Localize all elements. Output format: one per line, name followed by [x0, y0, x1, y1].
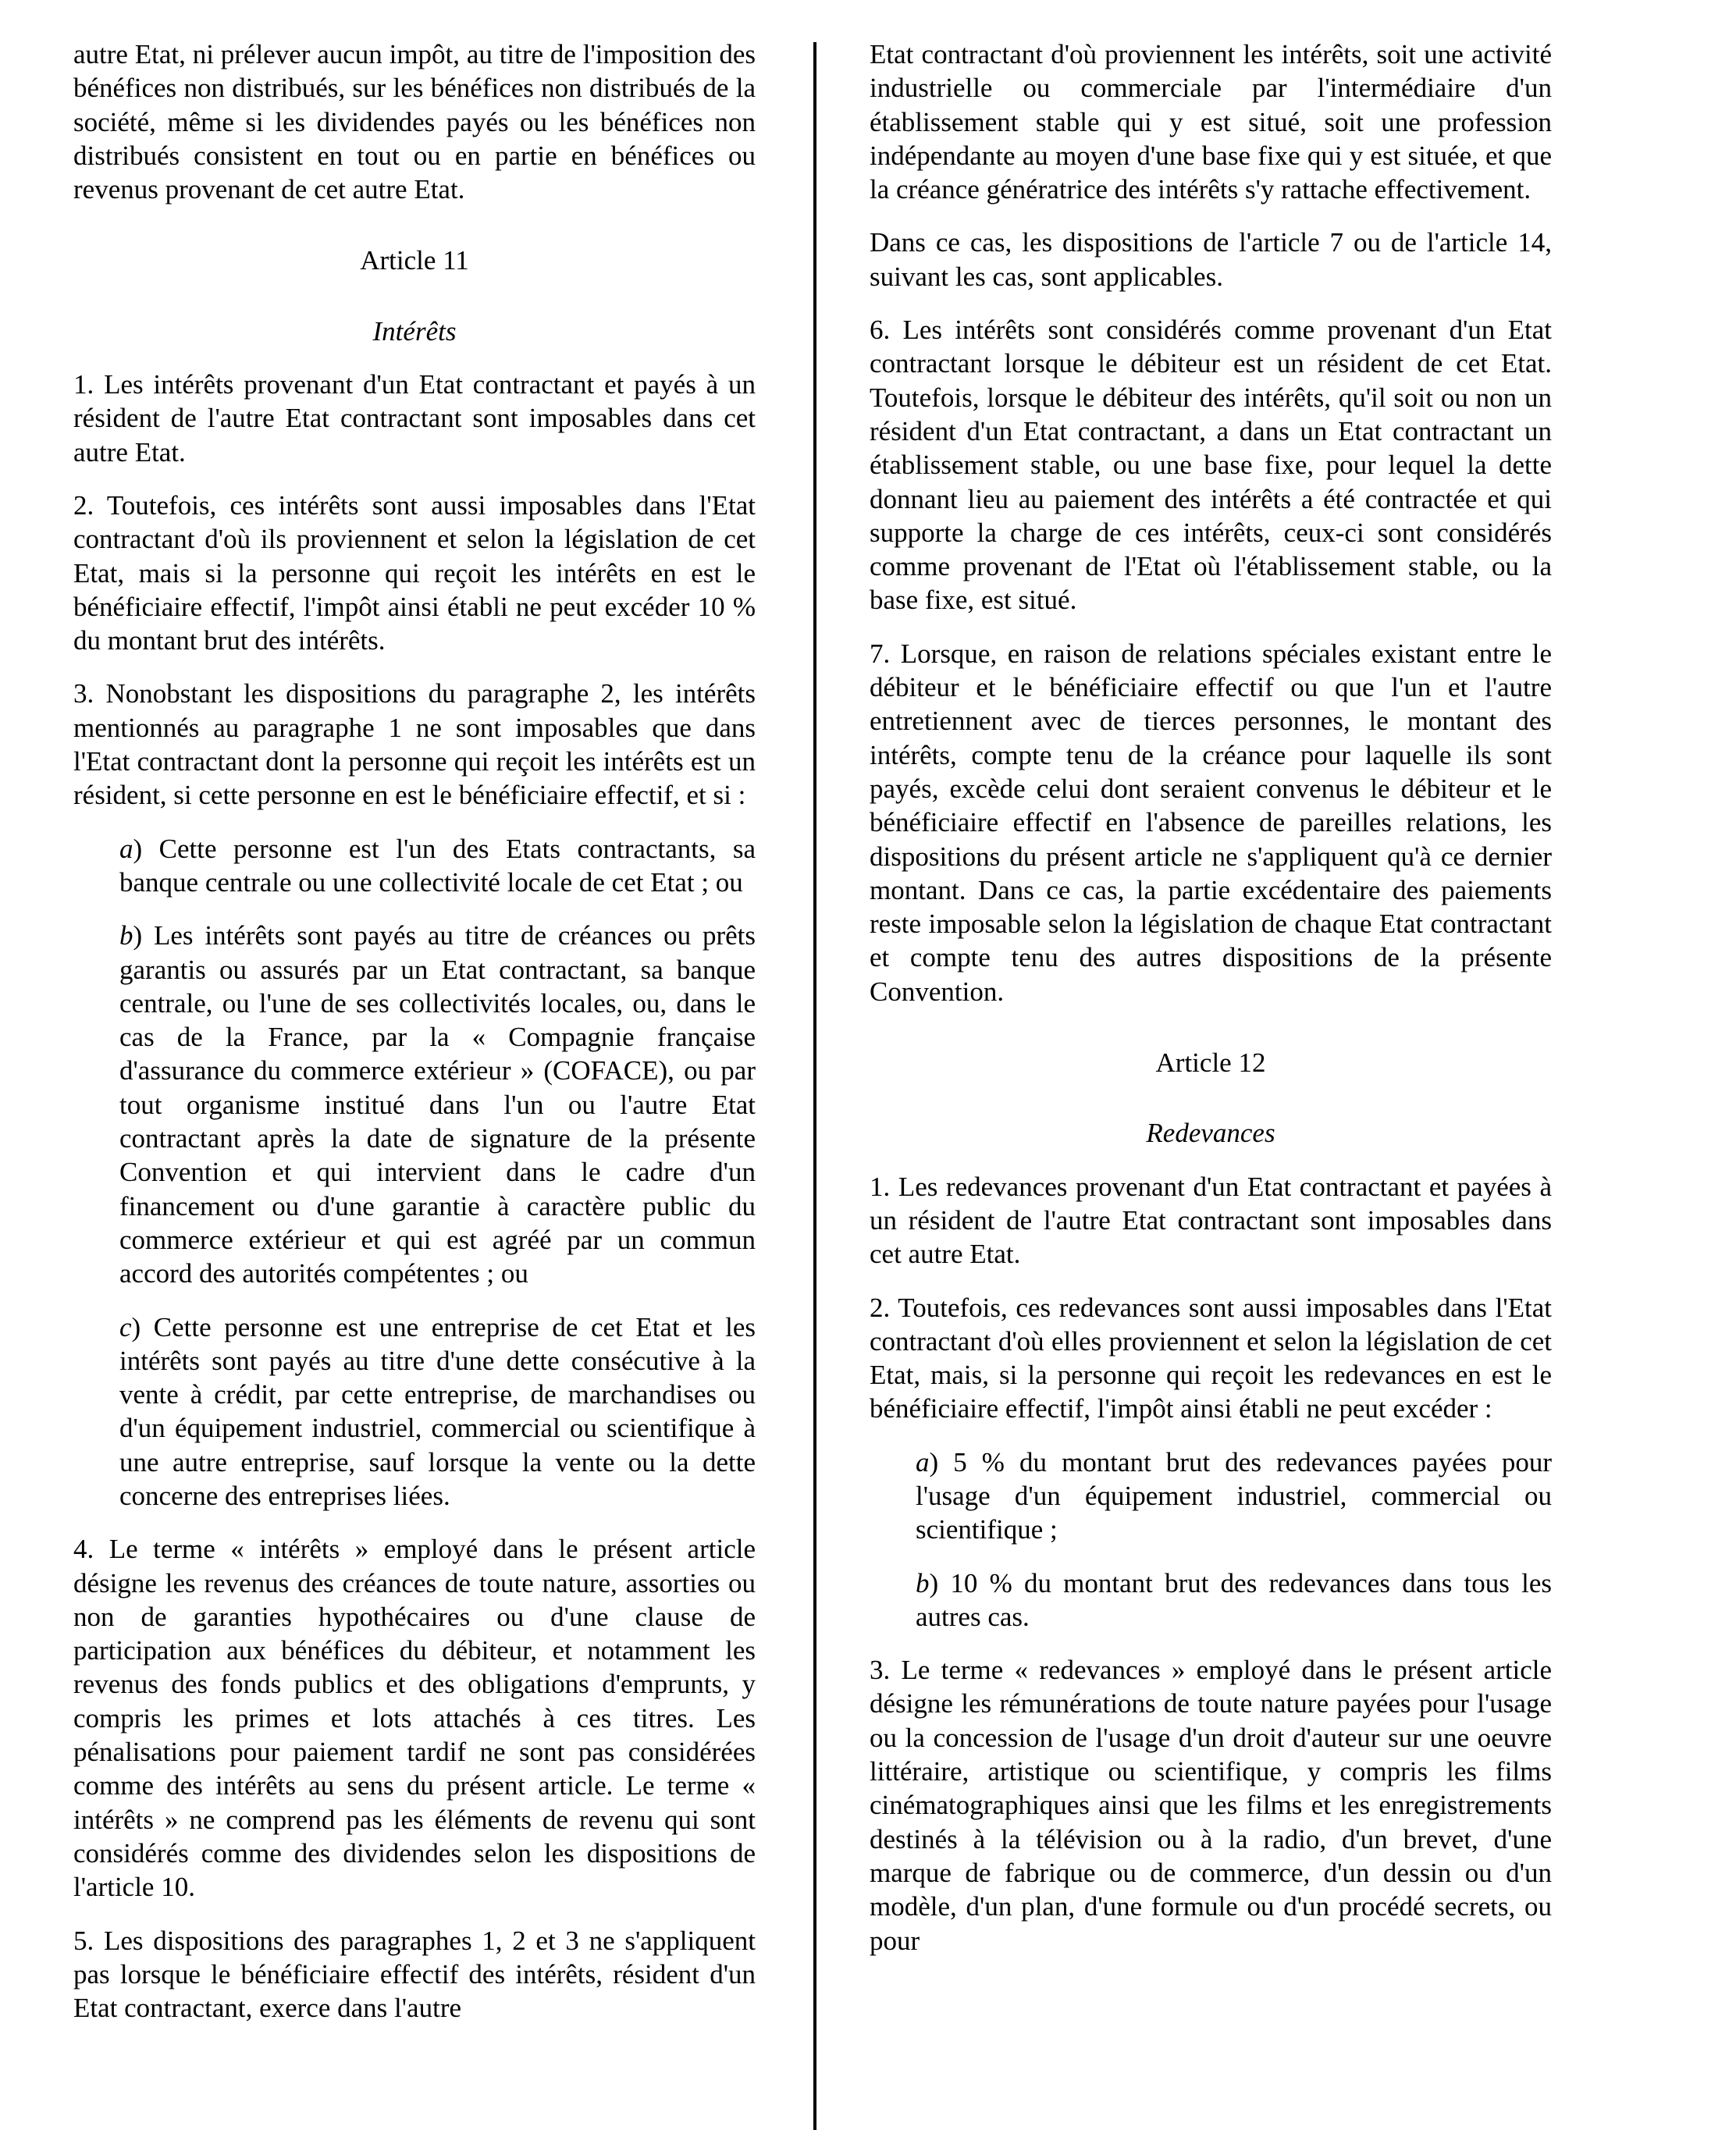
- article-11-paragraph-4: 4. Le terme « intérêts » employé dans le présent article désigne les revenus des créances de toute nature, assorties ou non de garanties hypothécaires ou d'une clause de participation aux bénéfices du débiteur, et notamment les revenus des fonds publics et des obligations d'emprunts, y compris les primes et lots attachés à ces titres. Les pénalisations pour paiement tardif ne sont pas considérées comme des intérêts au sens du présent article. Le terme « intérêts » ne comprend pas les éléments de revenu qui sont considérés comme des dividendes selon les dispositions de l'article 10.: [73, 1534, 756, 1903]
- item-letter-b: b: [916, 1567, 930, 1598]
- article-11-paragraph-7: 7. Lorsque, en raison de relations spéciales existant entre le débiteur et le bénéficiaire effectif ou que l'un et l'autre entretiennent avec de tierces personnes, le montant des intérêts, compte tenu de la créance pour laquelle ils sont payés, excède celui dont seraient convenus le débiteur et le bénéficiaire effectif en l'absence de pareilles relations, les dispositions du présent article ne s'appliquent qu'à ce dernier montant. Dans ce cas, la partie excédentaire des paiements reste imposable selon la législation de chaque Etat contractant et compte tenu des autres dispositions de la présente Convention.: [870, 638, 1552, 1007]
- article-11-paragraph-1: 1. Les intérêts provenant d'un Etat contractant et payés à un résident de l'autre Etat contractant sont imposables dans cet autre Etat.: [73, 369, 756, 468]
- article-11-paragraph-3c: [119, 1310, 756, 1513]
- item-letter-a: a: [119, 833, 133, 864]
- article-11-paragraph-5: 5. Les dispositions des paragraphes 1, 2 et 3 ne s'appliquent pas lorsque le bénéficiaire effectif des intérêts, résident d'un Etat contractant, exerce dans l'autre: [73, 1925, 756, 2024]
- article-12-title: Article 12: [1155, 1047, 1266, 1079]
- item-text-c: ) Cette personne est une entreprise de cet Etat et les intérêts sont payés au titre d'une dette consécutive à la vente à crédit, par cette entreprise, de marchandises ou d'un équipement industriel, commercial ou scientifique à une autre entreprise, sauf lorsque la vente ou la dette concerne des entreprises liées.: [119, 1311, 756, 1511]
- article-11-paragraph-3b: [119, 919, 756, 1290]
- article-11-paragraph-5-continued: Etat contractant d'où proviennent les intérêts, soit une activité industrielle ou commerciale par l'intermédiaire d'un établissement stable qui y est situé, soit une profession indépendante au moyen d'une base fixe qui y est située, et que la créance génératrice des intérêts s'y rattache effectivement.: [870, 39, 1552, 205]
- article-11-title: Article 11: [360, 245, 469, 276]
- article-12-paragraph-1: 1. Les redevances provenant d'un Etat contractant et payées à un résident de l'autre Etat contractant sont imposables dans cet autre Etat.: [870, 1171, 1552, 1270]
- article-12-paragraph-3: 3. Le terme « redevances » employé dans le présent article désigne les rémunérations de toute nature payées pour l'usage ou la concession de l'usage d'un droit d'auteur sur une oeuvre littéraire, artistique ou scientifique, y compris les films cinématographiques ainsi que les films et les enregistrements destinés à la télévision ou à la radio, d'un brevet, d'une marque de fabrique ou de commerce, d'un dessin ou d'un modèle, d'un plan, d'une formule ou d'un procédé secrets, ou pour: [870, 1655, 1552, 1956]
- item-text-a: ) Cette personne est l'un des Etats contractants, sa banque centrale ou une collectivité locale de cet Etat ; ou: [119, 833, 756, 898]
- item-letter-a: a: [916, 1446, 930, 1477]
- article-12-subtitle: Redevances: [1146, 1118, 1275, 1149]
- paragraph-intro-continued: autre Etat, ni prélever aucun impôt, au titre de l'imposition des bénéfices non distribués, sur les bénéfices non distribués de la société, même si les dividendes payés ou les bénéfices non distribués consistent en tout ou en partie en bénéfices ou revenus provenant de cet autre Etat.: [73, 39, 756, 205]
- right-column: [870, 37, 1552, 1977]
- item-letter-b: b: [119, 920, 133, 951]
- left-column: [73, 37, 756, 2044]
- column-divider: [813, 42, 816, 2130]
- article-11-paragraph-3: 3. Nonobstant les dispositions du paragraphe 2, les intérêts mentionnés au paragraphe 1 ne sont imposables que dans l'Etat contractant dont la personne qui reçoit les intérêts est un résident, si cette personne en est le bénéficiaire effectif, et si :: [73, 678, 756, 811]
- article-12-paragraph-2a: [916, 1445, 1552, 1547]
- article-11-paragraph-3a: [119, 832, 756, 900]
- article-12-paragraph-2b: [916, 1566, 1552, 1634]
- article-11-paragraph-2: 2. Toutefois, ces intérêts sont aussi imposables dans l'Etat contractant d'où ils proviennent et selon la législation de cet Etat, mais si la personne qui reçoit les intérêts en est le bénéficiaire effectif, l'impôt ainsi établi ne peut excéder 10 % du montant brut des intérêts.: [73, 489, 756, 656]
- item-text-b: ) 10 % du montant brut des redevances dans tous les autres cas.: [916, 1567, 1552, 1632]
- article-12-paragraph-2: 2. Toutefois, ces redevances sont aussi imposables dans l'Etat contractant d'où elles proviennent et selon la législation de cet Etat, mais, si la personne qui reçoit les redevances en est le bénéficiaire effectif, l'impôt ainsi établi ne peut excéder :: [870, 1292, 1552, 1424]
- item-text-b: ) Les intérêts sont payés au titre de créances ou prêts garantis ou assurés par un Etat contractant, sa banque centrale, ou l'une de ses collectivités locales, ou, dans le cas de la France, par la « Compagnie française d'assurance du commerce extérieur » (COFACE), ou par tout organisme institué dans l'un ou l'autre Etat contractant après la date de signature de la présente Convention et qui intervient dans le cadre d'un financement ou d'une garantie à caractère public du commerce extérieur et qui est agréé par un commun accord des autorités compétentes ; ou: [119, 920, 756, 1289]
- article-11-paragraph-5-case: Dans ce cas, les dispositions de l'article 7 ou de l'article 14, suivant les cas, sont applicables.: [870, 227, 1552, 292]
- article-11-paragraph-6: 6. Les intérêts sont considérés comme provenant d'un Etat contractant lorsque le débiteur est un résident de cet Etat. Toutefois, lorsque le débiteur des intérêts, qu'il soit ou non un résident d'un Etat contractant, a dans un Etat contractant un établissement stable, ou une base fixe, pour lequel la dette donnant lieu au paiement des intérêts a été contractée et qui supporte la charge de ces intérêts, ceux-ci sont considérés comme provenant de l'Etat où l'établissement stable, ou la base fixe, est situé.: [870, 315, 1552, 616]
- item-letter-c: c: [119, 1311, 132, 1342]
- item-text-a: ) 5 % du montant brut des redevances payées pour l'usage d'un équipement industriel, commercial ou scientifique ;: [916, 1446, 1552, 1545]
- article-11-subtitle: Intérêts: [372, 315, 457, 347]
